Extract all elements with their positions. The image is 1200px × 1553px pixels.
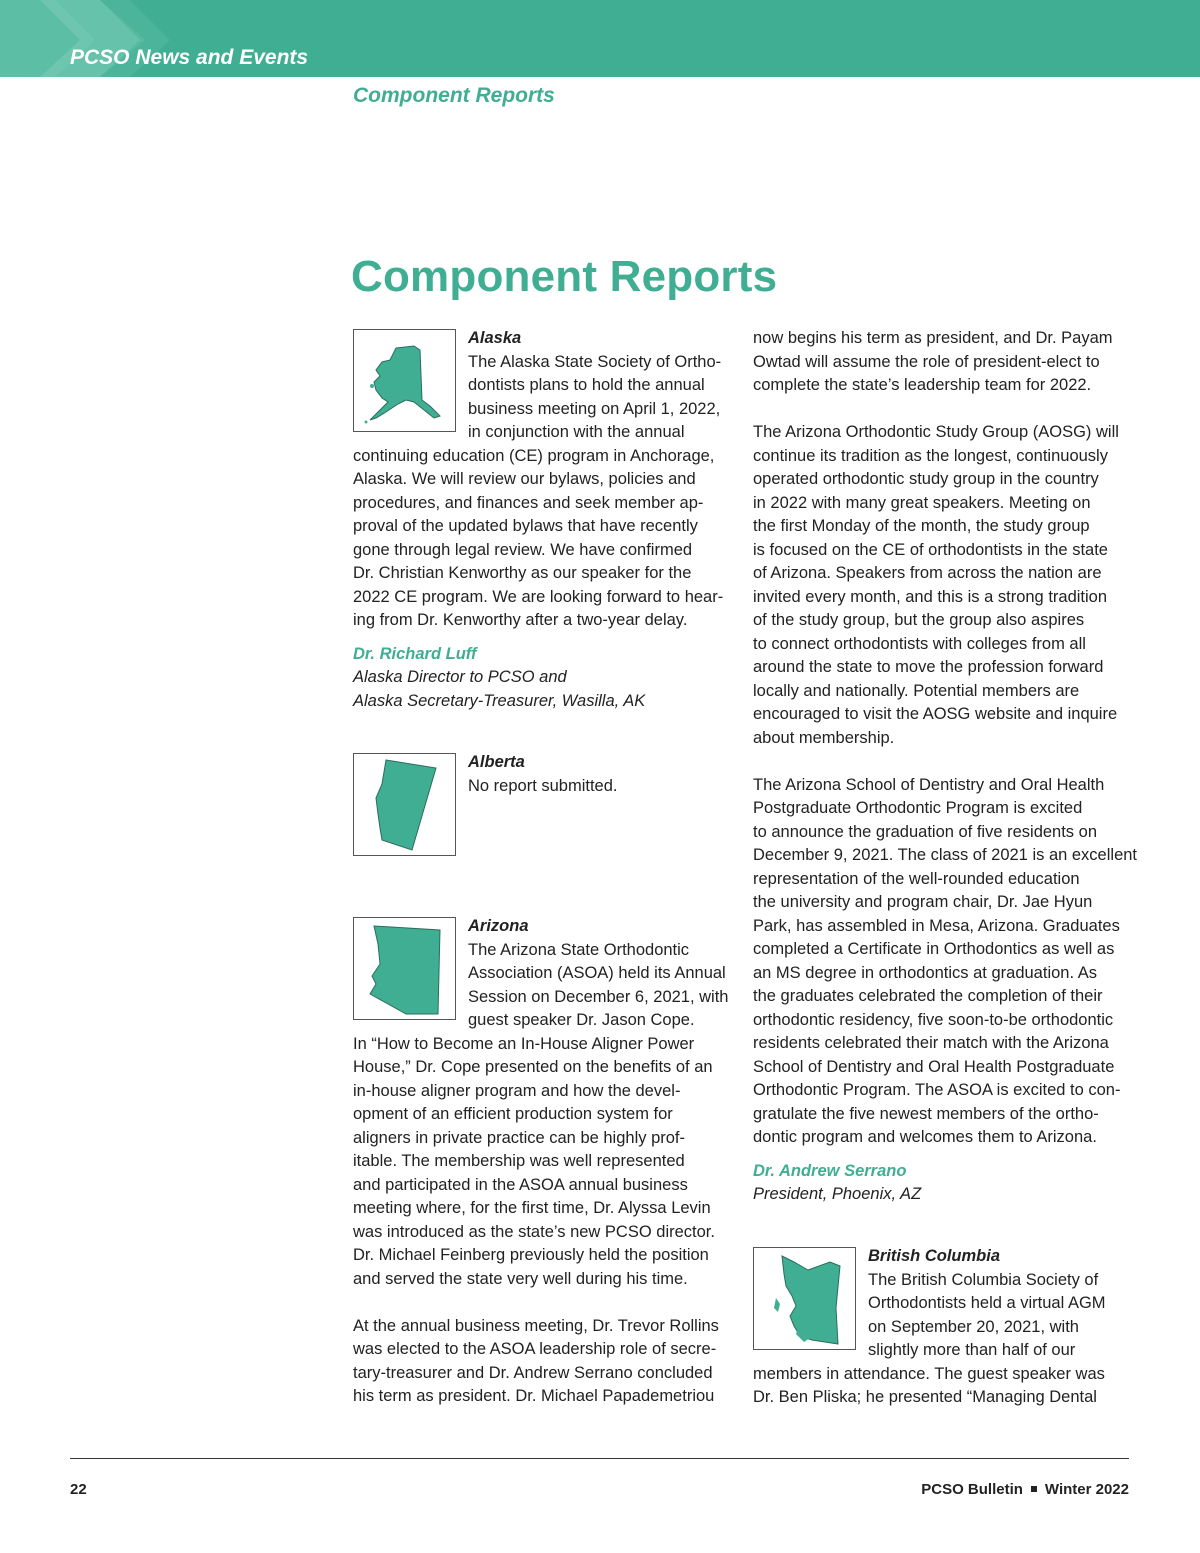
- author-role: President, Phoenix, AZ: [753, 1185, 922, 1203]
- text-line: Dr. Ben Pliska; he presented “Managing Dental: [753, 1388, 1097, 1406]
- text-line: continue its tradition as the longest, continuously: [753, 446, 1108, 465]
- text-line: opment of an efficient production system for: [353, 1105, 673, 1123]
- text-line: Session on December 6, 2021, with: [468, 987, 729, 1006]
- author-role: Alaska Secretary-Treasurer, Wasilla, AK: [353, 691, 646, 710]
- section-title: PCSO News and Events: [70, 46, 309, 69]
- report-arizona: [353, 915, 733, 1409]
- arizona-map-icon: [353, 917, 456, 1020]
- text-line: in-house aligner program and how the devel-: [353, 1081, 681, 1100]
- text-line: ing from Dr. Kenworthy after a two-year delay.: [353, 611, 688, 629]
- text-line: The Arizona School of Dentistry and Oral Health: [753, 775, 1105, 794]
- text-line: in 2022 with many great speakers. Meeting on: [753, 493, 1091, 512]
- text-line: In “How to Become an In-House Aligner Power: [353, 1034, 695, 1053]
- text-line: proval of the updated bylaws that have recently: [353, 517, 698, 535]
- text-line: The British Columbia Society of: [868, 1270, 1099, 1289]
- text-line: operated orthodontic study group in the country: [753, 470, 1099, 488]
- state-name-arizona: Arizona: [468, 917, 529, 935]
- text-line: about membership.: [753, 728, 895, 747]
- text-line: to connect orthodontists with colleges from all: [753, 634, 1086, 653]
- text-line: Orthodontic Program. The ASOA is excited to con-: [753, 1081, 1121, 1099]
- text-line: and served the state very well during his time.: [353, 1269, 688, 1288]
- text-line: dontic program and welcomes them to Arizona.: [753, 1128, 1097, 1146]
- state-name-alberta: Alberta: [468, 753, 525, 771]
- text-line: tary-treasurer and Dr. Andrew Serrano concluded: [353, 1363, 713, 1382]
- square-bullet-icon: [1031, 1486, 1037, 1492]
- alberta-map-icon: [353, 753, 456, 856]
- text-line: slightly more than half of our: [868, 1341, 1076, 1359]
- text-line: members in attendance. The guest speaker was: [753, 1364, 1105, 1383]
- text-line: around the state to move the profession forward: [753, 658, 1104, 676]
- text-line: the first Monday of the month, the study group: [753, 517, 1090, 535]
- report-alberta: [353, 751, 733, 862]
- text-line: business meeting on April 1, 2022,: [468, 399, 721, 418]
- state-name-alaska: Alaska: [468, 329, 522, 347]
- report-alaska: [353, 327, 733, 713]
- state-name-british-columbia: British Columbia: [868, 1247, 1001, 1265]
- text-line: an MS degree in orthodontics at graduation. As: [753, 963, 1097, 982]
- text-line: 2022 CE program. We are looking forward to hear-: [353, 587, 724, 606]
- text-line: on September 20, 2021, with: [868, 1317, 1079, 1336]
- text-line: of Arizona. Speakers from across the nation are: [753, 564, 1102, 582]
- text-line: encouraged to visit the AOSG website and inquire: [753, 705, 1118, 723]
- subsection-title: Component Reports: [353, 84, 555, 107]
- text-line: aligners in private practice can be highly prof-: [353, 1128, 686, 1147]
- text-line: Park, has assembled in Mesa, Arizona. Graduates: [753, 916, 1120, 935]
- text-line: is focused on the CE of orthodontists in the state: [753, 540, 1108, 559]
- text-line: gratulate the five newest members of the ortho-: [753, 1104, 1099, 1123]
- text-line: continuing education (CE) program in Anchorage,: [353, 446, 715, 465]
- text-line: meeting where, for the first time, Dr. Alyssa Levin: [353, 1199, 711, 1217]
- british-columbia-map-icon: [753, 1247, 856, 1350]
- text-line: Dr. Michael Feinberg previously held the position: [353, 1246, 709, 1264]
- text-line: guest speaker Dr. Jason Cope.: [468, 1011, 695, 1029]
- text-line: Association (ASOA) held its Annual: [468, 964, 726, 982]
- text-line: December 9, 2021. The class of 2021 is an excellent: [753, 846, 1138, 864]
- text-line: Postgraduate Orthodontic Program is excited: [753, 799, 1083, 817]
- text-line: At the annual business meeting, Dr. Trevor Rollins: [353, 1316, 719, 1335]
- text-line: was introduced as the state’s new PCSO director.: [353, 1222, 715, 1241]
- text-line: and participated in the ASOA annual business: [353, 1175, 688, 1194]
- text-line: dontists plans to hold the annual: [468, 376, 705, 394]
- text-line: The Alaska State Society of Ortho-: [468, 352, 722, 371]
- publication-name: PCSO Bulletin: [921, 1481, 1023, 1498]
- text-line: to announce the graduation of five residents on: [753, 822, 1097, 841]
- text-line: complete the state’s leadership team for 2022.: [753, 376, 1092, 394]
- text-line: of the study group, but the group also aspires: [753, 611, 1085, 629]
- author-name: Dr. Richard Luff: [353, 644, 477, 663]
- text-line: Dr. Christian Kenworthy as our speaker for the: [353, 564, 692, 582]
- issue-label: Winter 2022: [1044, 1481, 1129, 1498]
- text-line: orthodontic residency, five soon-to-be orthodontic: [753, 1010, 1114, 1029]
- text-line: representation of the well-rounded education: [753, 869, 1080, 888]
- report-british-columbia: [753, 1245, 1143, 1410]
- text-line: invited every month, and this is a strong tradition: [753, 587, 1108, 606]
- text-line: gone through legal review. We have confirmed: [353, 540, 693, 559]
- text-line: in conjunction with the annual: [468, 423, 685, 441]
- alaska-map-icon: [353, 329, 456, 432]
- text-line: locally and nationally. Potential members are: [753, 681, 1080, 700]
- text-line: now begins his term as president, and Dr. Payam: [753, 329, 1113, 347]
- text-line: House,” Dr. Cope presented on the benefits of an: [353, 1058, 713, 1076]
- page-number: 22: [70, 1481, 87, 1498]
- page-title: Component Reports: [351, 252, 778, 301]
- text-line: the graduates celebrated the completion of their: [753, 987, 1103, 1005]
- text-line: The Arizona State Orthodontic: [468, 940, 690, 959]
- author-name: Dr. Andrew Serrano: [753, 1161, 907, 1180]
- footer-divider: [70, 1458, 1129, 1459]
- report-arizona-continued: [753, 327, 1143, 1207]
- text-line: was elected to the ASOA leadership role of secre-: [353, 1340, 717, 1358]
- text-line: Owtad will assume the role of president-elect to: [753, 352, 1100, 371]
- text-line: residents celebrated their match with the Arizona: [753, 1034, 1109, 1052]
- report-text: No report submitted.: [468, 776, 618, 795]
- publication-info: [921, 1481, 1129, 1498]
- text-line: completed a Certificate in Orthodontics as well as: [753, 940, 1115, 958]
- text-line: procedures, and finances and seek member ap-: [353, 493, 704, 512]
- text-line: his term as president. Dr. Michael Papademetriou: [353, 1387, 715, 1405]
- text-line: School of Dentistry and Oral Health Postgraduate: [753, 1057, 1115, 1076]
- text-line: Orthodontists held a virtual AGM: [868, 1294, 1106, 1312]
- text-line: Alaska. We will review our bylaws, policies and: [353, 470, 696, 488]
- text-line: the university and program chair, Dr. Jae Hyun: [753, 893, 1093, 911]
- text-line: The Arizona Orthodontic Study Group (AOSG) will: [753, 423, 1119, 441]
- text-line: itable. The membership was well represented: [353, 1152, 685, 1170]
- author-role: Alaska Director to PCSO and: [353, 668, 567, 686]
